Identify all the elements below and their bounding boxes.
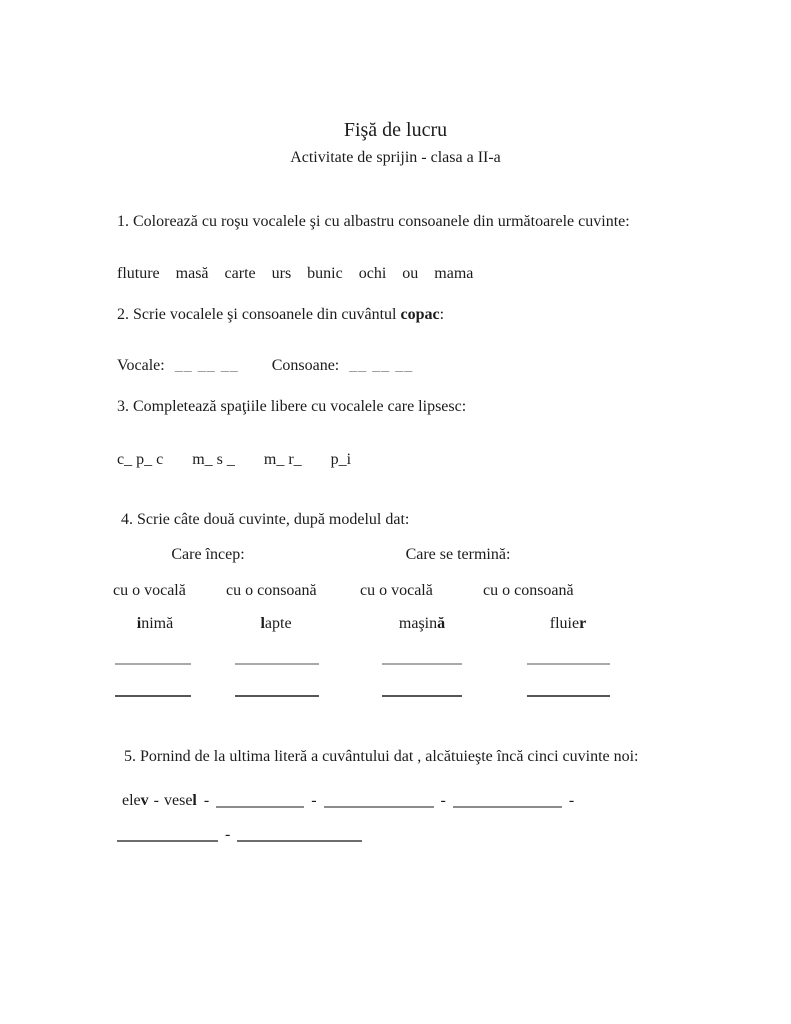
consonants-answer-blanks: __ __ __	[349, 357, 414, 374]
word-mama: mama	[434, 265, 474, 282]
answer-blank	[235, 695, 319, 697]
exercise-3-fill-row	[117, 451, 351, 469]
answer-blank	[237, 840, 362, 842]
exercise-1-word-list	[117, 265, 473, 283]
example-word-masina	[380, 614, 464, 634]
example-word-inima	[113, 614, 197, 634]
answer-blank	[115, 663, 191, 665]
exercise-5-row-2	[117, 824, 362, 846]
word-part: ele	[122, 792, 141, 809]
word-ou: ou	[402, 265, 419, 282]
answer-blank	[453, 806, 562, 808]
dash-separator: -	[440, 792, 446, 809]
page-title: Fişă de lucru	[343, 119, 448, 141]
word-part-bold: ă	[437, 615, 446, 632]
exercise-2-answer-row	[117, 357, 413, 375]
page-subtitle: Activitate de sprijin - clasa a II-a	[290, 149, 501, 166]
column-header-consonant-start: cu o consoană	[226, 582, 317, 599]
answer-blank	[324, 806, 434, 808]
answer-blank	[527, 695, 610, 697]
word-ochi: ochi	[358, 265, 387, 282]
dash-separator: -	[225, 826, 231, 843]
fill-item-masa: m_ s _	[192, 451, 235, 468]
dash-separator: -	[568, 792, 575, 809]
answer-blank	[527, 663, 610, 665]
answer-blank	[216, 806, 304, 808]
word-part: apte	[264, 615, 292, 632]
bold-word-copac: copac	[400, 306, 440, 323]
word-masa: masă	[175, 265, 209, 282]
word-part: maşin	[398, 615, 438, 632]
consonants-label: Consoane:	[271, 357, 340, 374]
vowels-label: Vocale:	[117, 357, 165, 374]
exercise-2-prompt-text: 2. Scrie vocalele şi consoanele din cuvântul	[117, 306, 401, 323]
fill-item-copac: c_ p_ c	[117, 451, 164, 468]
exercise-4-prompt: 4. Scrie câte două cuvinte, după modelul dat:	[121, 511, 410, 528]
fill-item-pai: p_i	[330, 451, 352, 468]
word-part: nimă	[141, 615, 174, 632]
answer-blank	[115, 695, 191, 697]
answer-blank	[382, 663, 462, 665]
word-part-bold: r	[579, 615, 587, 632]
word-bunic: bunic	[307, 265, 343, 282]
example-word-elev	[122, 792, 149, 809]
exercise-5-prompt: 5. Pornind de la ultima literă a cuvântului dat , alcătuieşte încă cinci cuvinte noi:	[124, 748, 639, 765]
exercise-3-prompt: 3. Completează spaţiile libere cu vocalele care lipsesc:	[117, 398, 467, 415]
example-word-lapte	[234, 614, 318, 634]
word-fluture: fluture	[117, 265, 160, 282]
answer-blank	[235, 663, 319, 665]
word-part-bold: v	[140, 792, 149, 809]
column-header-vowel-start: cu o vocală	[113, 582, 186, 599]
fill-item-mare: m_ r_	[263, 451, 302, 468]
exercise-1-prompt: 1. Colorează cu roşu vocalele şi cu albastru consoanele din următoarele cuvinte:	[117, 213, 630, 230]
dash-separator: -	[203, 792, 210, 809]
dash-separator: -	[153, 792, 159, 809]
example-word-vesel	[164, 792, 197, 809]
group-header-end: Care se termină:	[405, 546, 511, 563]
group-header-begin: Care încep:	[171, 546, 245, 563]
word-part-bold: l	[260, 615, 265, 632]
answer-blank	[117, 840, 218, 842]
exercise-2-prompt-colon: :	[439, 306, 445, 323]
exercise-5-row-1	[122, 790, 581, 812]
exercise-4-table	[113, 545, 623, 715]
word-urs: urs	[271, 265, 292, 282]
example-word-fluier	[526, 614, 610, 634]
dash-separator: -	[311, 792, 317, 809]
word-part-bold: i	[136, 615, 142, 632]
vowels-answer-blanks: __ __ __	[174, 357, 239, 374]
word-carte: carte	[224, 265, 256, 282]
word-part-bold: l	[192, 792, 197, 809]
exercise-2-prompt	[117, 305, 444, 325]
answer-blank	[382, 695, 462, 697]
column-header-consonant-end: cu o consoană	[483, 582, 574, 599]
column-header-vowel-end: cu o vocală	[360, 582, 433, 599]
word-part: vese	[163, 792, 193, 809]
word-part: fluie	[549, 615, 580, 632]
